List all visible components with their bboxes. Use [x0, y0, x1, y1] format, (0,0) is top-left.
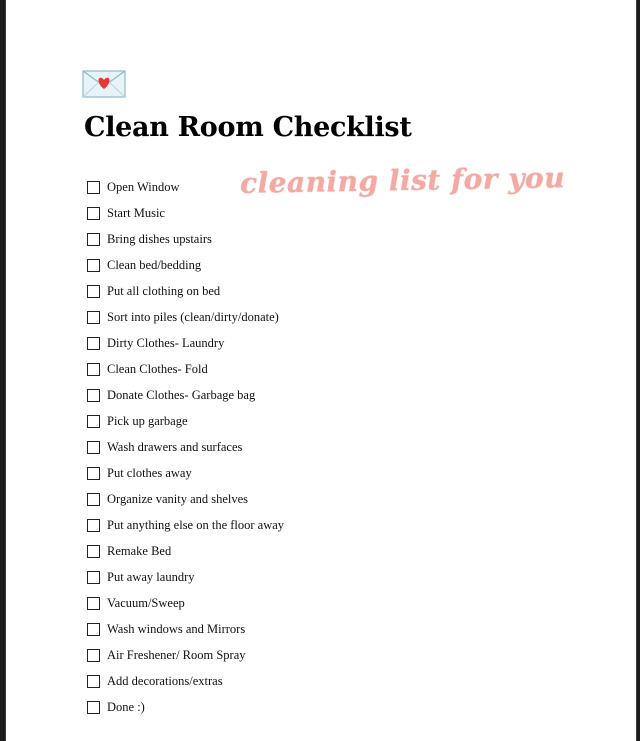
checklist-item[interactable]: [87, 304, 284, 330]
checklist-item[interactable]: [87, 226, 284, 252]
checkbox[interactable]: [87, 181, 100, 194]
checklist-item[interactable]: [87, 252, 284, 278]
checklist-item-label: Organize vanity and shelves: [107, 491, 249, 506]
overlay-caption: cleaning list for you: [239, 161, 566, 200]
checklist-item-label: Vacuum/Sweep: [107, 595, 185, 610]
checklist-item[interactable]: [87, 512, 284, 538]
checkbox[interactable]: [87, 623, 100, 636]
checkbox[interactable]: [87, 311, 100, 324]
checklist-item-label: Remake Bed: [107, 543, 172, 558]
checkbox[interactable]: [87, 519, 100, 532]
checkbox[interactable]: [87, 415, 100, 428]
checklist-item[interactable]: [87, 408, 284, 434]
checklist-item-label: Put clothes away: [107, 465, 192, 480]
checkbox[interactable]: [87, 571, 100, 584]
checklist-item-label: Put all clothing on bed: [107, 283, 221, 298]
checklist-item[interactable]: [87, 486, 284, 512]
checklist-item-label: Dirty Clothes- Laundry: [107, 335, 225, 350]
checklist-item-label: Bring dishes upstairs: [107, 231, 212, 246]
checklist-item-label: Pick up garbage: [107, 413, 188, 428]
checkbox[interactable]: [87, 701, 100, 714]
checklist-item[interactable]: [87, 668, 284, 694]
checklist-item-label: Wash windows and Mirrors: [107, 621, 246, 636]
checklist-item[interactable]: [87, 434, 284, 460]
checklist-item-label: Wash drawers and surfaces: [107, 439, 243, 454]
checklist-item-label: Put away laundry: [107, 569, 195, 584]
checklist-item[interactable]: [87, 590, 284, 616]
checkbox[interactable]: [87, 285, 100, 298]
checklist-item[interactable]: [87, 564, 284, 590]
checklist-item-label: Clean bed/bedding: [107, 257, 202, 272]
checklist-item[interactable]: [87, 356, 284, 382]
document-page: [5, 0, 637, 741]
checkbox[interactable]: [87, 363, 100, 376]
checkbox[interactable]: [87, 259, 100, 272]
checklist-item[interactable]: [87, 278, 284, 304]
checkbox[interactable]: [87, 233, 100, 246]
checklist-item-label: Put anything else on the floor away: [107, 517, 285, 532]
checkbox[interactable]: [87, 597, 100, 610]
checkbox[interactable]: [87, 649, 100, 662]
checkbox[interactable]: [87, 337, 100, 350]
checklist-item[interactable]: [87, 616, 284, 642]
checklist-item-label: Done :): [107, 699, 145, 714]
checkbox[interactable]: [87, 675, 100, 688]
checklist-item-label: Start Music: [107, 205, 165, 220]
checkbox[interactable]: [87, 467, 100, 480]
checklist-item-label: Open Window: [107, 179, 180, 194]
checkbox[interactable]: [87, 441, 100, 454]
checklist-item[interactable]: [87, 538, 284, 564]
checklist: [87, 174, 284, 720]
checkbox[interactable]: [87, 545, 100, 558]
page-title: Clean Room Checklist: [84, 112, 412, 143]
checklist-item[interactable]: [87, 330, 284, 356]
checklist-item-label: Donate Clothes- Garbage bag: [107, 387, 256, 402]
checklist-item[interactable]: [87, 460, 284, 486]
checkbox[interactable]: [87, 207, 100, 220]
checklist-item-label: Clean Clothes- Fold: [107, 361, 208, 376]
checklist-item[interactable]: [87, 642, 284, 668]
checklist-item[interactable]: [87, 382, 284, 408]
checkbox[interactable]: [87, 389, 100, 402]
love-letter-envelope-icon: [82, 70, 126, 98]
checklist-item[interactable]: [87, 200, 284, 226]
checkbox[interactable]: [87, 493, 100, 506]
checklist-item[interactable]: [87, 694, 284, 720]
checklist-item-label: Sort into piles (clean/dirty/donate): [107, 309, 279, 324]
checklist-item-label: Air Freshener/ Room Spray: [107, 647, 246, 662]
checklist-item-label: Add decorations/extras: [107, 673, 223, 688]
checklist-item[interactable]: [87, 174, 284, 200]
